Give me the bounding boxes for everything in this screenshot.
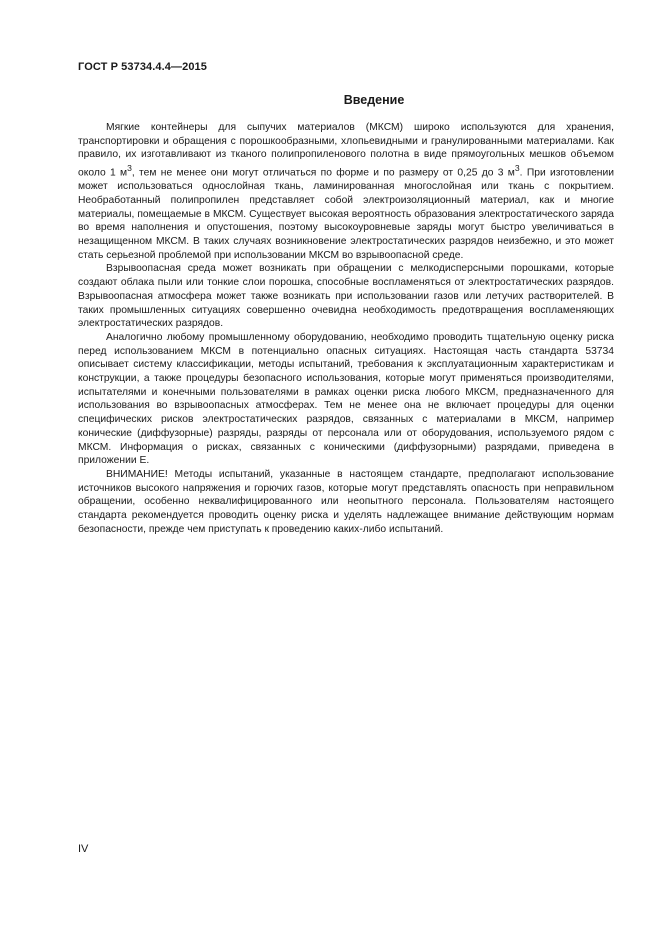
paragraph-1-text-c: . При изготовлении может использоваться однослойная ткань, ламинированная многослойная или ткань с покрытием. Необработанный полипропилен представляет собой электроизоляционный материал, как и многие материалы, помещаемые в МКСМ. Существует высокая вероятность образования электростатического заряда во время наполнения и опустошения, поэтому высокоуровневые заряды могут быстро увеличиваться в незащищенном МКСМ. В таких случаях возникновение электростатических разрядов неизбежно, и это может стать серьезной проблемой при использовании МКСМ во взрывоопасной среде. (78, 167, 614, 261)
paragraph-1-text-a: Мягкие контейнеры для сыпучих материалов (МКСМ) широко используются для хранения, транспортировки и обращения с порошкообразными, хлопьевидными и гранулированными материалами. Как правило, их изготавливают из тканого полипропиленового полотна в виде прямоугольных мешков объемом около 1 м (78, 122, 614, 179)
paragraph-2: Взрывоопасная среда может возникать при обращении с мелкодисперсными порошками, которые создают облака пыли или тонкие слои порошка, способные воспламеняться от электростатических разрядов. Взрывоопасная атмосфера может также возникать при использовании газов или летучих растворителей. В таких промышленных ситуациях совершенно очевидна необходимость предотвращения воспламеняющих электростатических разрядов. (78, 263, 614, 330)
paragraph-1 (78, 121, 614, 262)
paragraph-4-warning: ВНИМАНИЕ! Методы испытаний, указанные в настоящем стандарте, предполагают использование источников высокого напряжения и горючих газов, которые могут представлять опасность при неправильном обращении, особенно неквалифицированного или неопытного персонала. Пользователям настоящего стандарта рекомендуется проводить оценку риска и уделять надлежащее внимание действующим нормам безопасности, прежде чем приступать к проведению каких-либо испытаний. (78, 469, 614, 535)
introduction-body (78, 121, 614, 537)
superscript-cubic-2: 3 (514, 163, 520, 174)
document-code-header: ГОСТ Р 53734.4.4—2015 (78, 61, 207, 73)
superscript-cubic-1: 3 (127, 163, 132, 174)
section-title: Введение (343, 93, 405, 107)
paragraph-1-text-b: , тем не менее они могут отличаться по форме и по размеру от 0,25 до 3 м (131, 167, 515, 179)
page-number: IV (78, 843, 89, 855)
paragraph-3: Аналогично любому промышленному оборудованию, необходимо проводить тщательную оценку риска перед использованием МКСМ в потенциально опасных ситуациях. Настоящая часть стандарта 53734 описывает систему классификации, методы испытаний, требования к эксплуатационным характеристикам и конструкции, а также процедуры безопасного использования, которые могут применяться производителями, испытателями и конечными пользователями в рамках оценки риска любого МКСМ, предназначенного для использования во взрывоопасных атмосферах. Тем не менее она не включает процедуры для оценки специфических рисков электростатических разрядов, связанных с материалами в МКСМ, например конические (диффузорные) разряды, разряды от персонала или от оборудования, используемого рядом с МКСМ. Информация о рисках, связанных с коническими (диффузорными) разрядами, приведена в приложении Е. (78, 331, 614, 467)
